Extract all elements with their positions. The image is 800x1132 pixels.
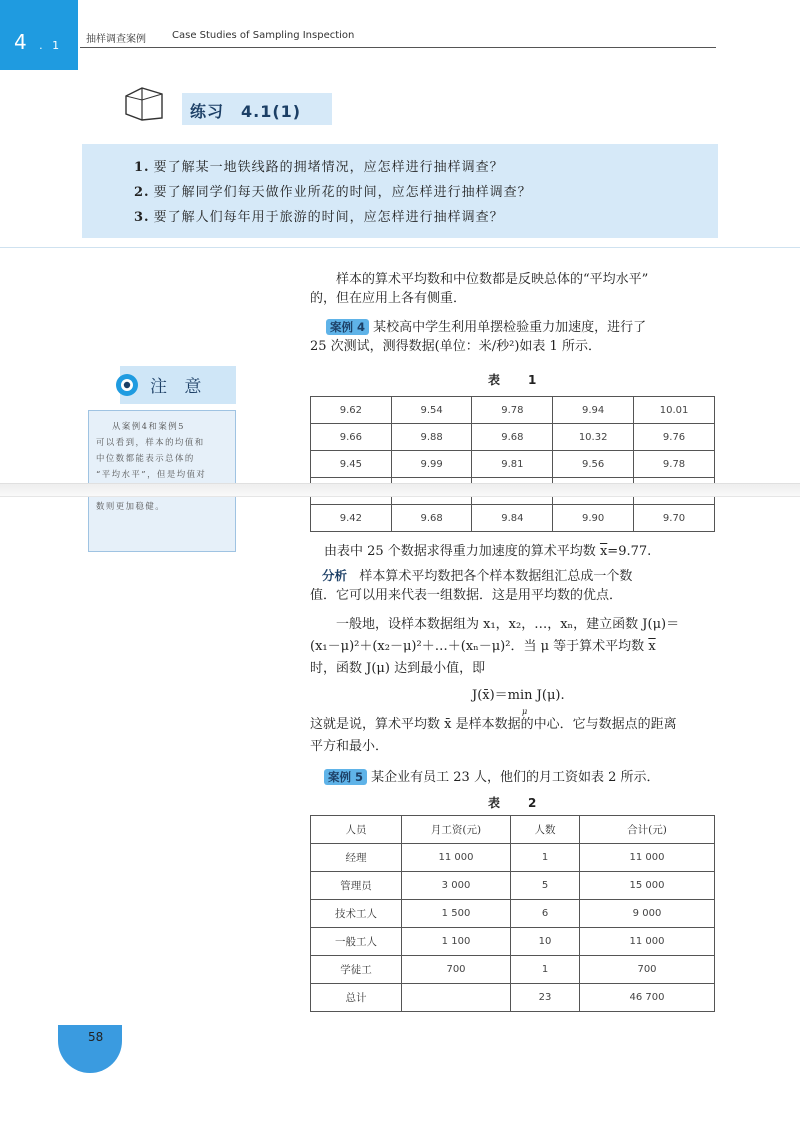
- table-row: 总计 23 46 700: [311, 984, 715, 1012]
- table-row: 9.45 9.99 9.81 9.56 9.78: [311, 451, 715, 478]
- table-row: 9.66 9.88 9.68 10.32 9.76: [311, 424, 715, 451]
- analysis-paragraph: 分析 样本算术平均数把各个样本数据组汇总成一个数 值．它可以用来代表一组数据．这是用平均数的优点．: [310, 568, 633, 603]
- eye-icon: [114, 372, 140, 398]
- case5-paragraph: 案例 5 某企业有员工 23 人，他们的月工资如表 2 所示．: [310, 768, 730, 787]
- header-divider: [80, 47, 716, 48]
- case4-paragraph: 案例 4 某校高中学生利用单摆检验重力加速度，进行了 25 次测试，测得数据(单位：米/秒²)如表 1 所示．: [310, 320, 647, 354]
- table2-caption: 表 2: [488, 796, 545, 810]
- table1: [310, 396, 715, 532]
- book-icon: [122, 84, 166, 122]
- note-text: 从案例4和案例5 可以看到，样本的均值和 中位数都能表示总体的 “平均水平”，但是均值对 数则更加稳健。: [96, 421, 207, 511]
- chapter-number: 4 . 1: [14, 30, 63, 54]
- analysis-tag: 分析: [322, 568, 348, 583]
- exercise-item: 2. 要了解同学们每天做作业所花的时间，应怎样进行抽样调查？: [134, 185, 532, 200]
- table-row: 一般工人 1 100 10 11 000: [311, 928, 715, 956]
- table-row: 学徒工 700 1 700: [311, 956, 715, 984]
- table2: [310, 815, 715, 1012]
- section-divider: [0, 247, 800, 248]
- table-header-row: 人员 月工资(元) 人数 合计(元): [311, 816, 715, 844]
- table-row: 经理 11 000 1 11 000: [311, 844, 715, 872]
- scan-band: [0, 483, 800, 497]
- paragraph: 样本的算术平均数和中位数都是反映总体的“平均水平” 的，但在应用上各有侧重．: [310, 272, 649, 306]
- conclusion-paragraph: 这就是说，算术平均数 x̄ 是样本数据的中心．它与数据点的距离 平方和最小．: [310, 717, 677, 754]
- case5-tag: 案例 5: [324, 769, 367, 785]
- result-line: 由表中 25 个数据求得重力加速度的算术平均数 $\overline{x}=9.77$.: [324, 544, 652, 559]
- general-paragraph: 一般地，设样本数据组为 x₁，x₂，…，xₙ，建立函数 J(μ)＝ (x₁－μ)²＋(x₂－μ)²＋…＋(xₙ－μ)²．当 μ 等于算术平均数 $\overline{x}$ 时，函数 J(μ) 达到最小值，即: [310, 617, 680, 676]
- formula: J(x̄)＝min J(μ). μ: [472, 688, 565, 716]
- header-title-en: Case Studies of Sampling Inspection: [172, 30, 355, 41]
- table-row: 9.62 9.54 9.78 9.94 10.01: [311, 397, 715, 424]
- header-title-cn: 抽样调查案例: [86, 34, 146, 45]
- table1-caption: 表 1: [488, 373, 545, 387]
- exercise-title: 练习 4.1(1): [190, 102, 302, 121]
- exercise-item: 1. 要了解某一地铁线路的拥堵情况，应怎样进行抽样调查？: [134, 160, 504, 175]
- page-number: 58: [88, 1030, 104, 1044]
- table-row: 技术工人 1 500 6 9 000: [311, 900, 715, 928]
- case4-tag: 案例 4: [326, 319, 369, 335]
- table-row: 9.42 9.68 9.84 9.90 9.70: [311, 505, 715, 532]
- note-title: 注 意: [150, 377, 208, 397]
- exercise-item: 3. 要了解人们每年用于旅游的时间，应怎样进行抽样调查？: [134, 210, 504, 225]
- table-row: 管理员 3 000 5 15 000: [311, 872, 715, 900]
